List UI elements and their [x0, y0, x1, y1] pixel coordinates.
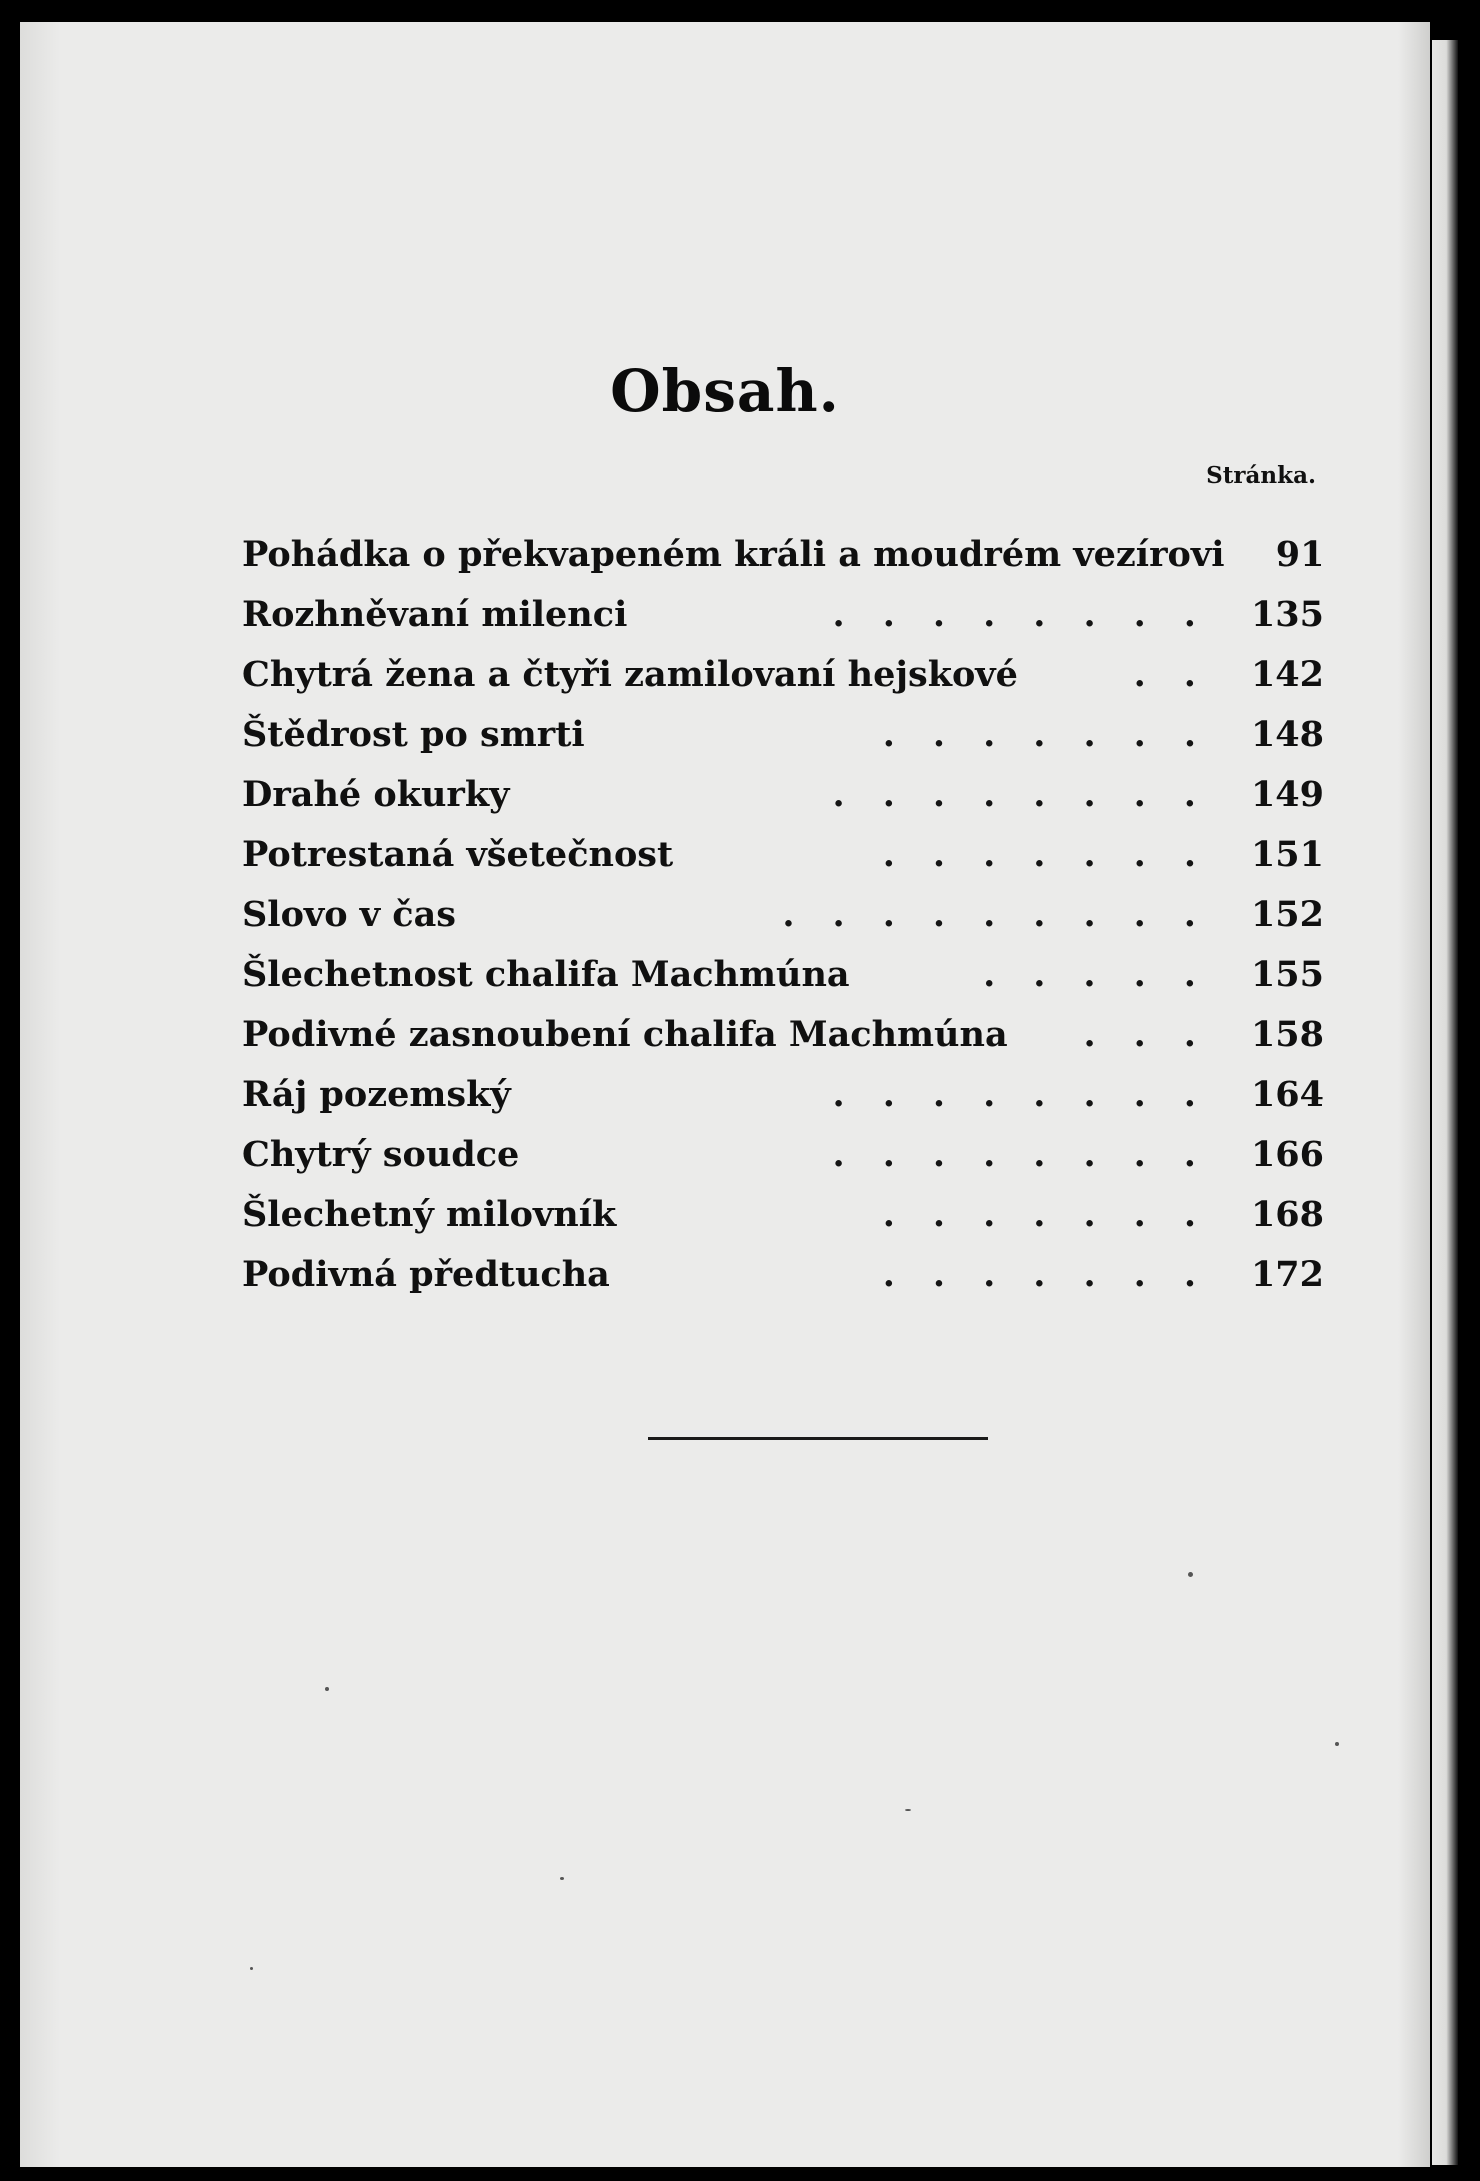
page-title: Obsah.	[610, 357, 840, 425]
toc-entry-title: Štědrost po smrti	[242, 714, 585, 755]
toc-entry	[242, 714, 1324, 774]
toc-leader-dots: ........	[832, 1134, 1234, 1175]
paper-speck	[250, 1967, 253, 1970]
toc-entry	[242, 954, 1324, 1014]
toc-entry-page: 172	[1250, 1254, 1324, 1295]
toc-leader-dots: .......	[882, 1254, 1234, 1295]
toc-entry	[242, 1074, 1324, 1134]
toc-leader-dots: .......	[882, 834, 1234, 875]
toc-entry-page: 91	[1275, 534, 1325, 575]
toc-entry-title: Chytrá žena a čtyři zamilovaní hejskové	[242, 654, 1018, 695]
toc-entry-title: Šlechetnost chalifa Machmúna	[242, 954, 850, 995]
toc-leader-dots: ........	[832, 774, 1234, 815]
toc-leader-dots: .......	[882, 1194, 1234, 1235]
toc-entry-title: Rozhněvaní milenci	[242, 594, 628, 635]
toc-leader-dots: ........	[832, 1074, 1234, 1115]
toc-entry-title: Šlechetný milovník	[242, 1194, 617, 1235]
page-column-header: Stránka.	[1206, 462, 1316, 489]
toc-leader-dots: .........	[782, 894, 1234, 935]
toc-entry-title: Podivné zasnoubení chalifa Machmúna	[242, 1014, 1008, 1055]
toc-entry-page: 155	[1250, 954, 1324, 995]
toc-leader-dots: ........	[832, 594, 1234, 635]
paper-speck	[1188, 1572, 1193, 1577]
toc-entry-page: 166	[1250, 1134, 1324, 1175]
toc-entry-title: Slovo v čas	[242, 894, 456, 935]
toc-entry	[242, 654, 1324, 714]
toc-entry-page: 135	[1250, 594, 1324, 635]
toc-entry-page: 142	[1250, 654, 1324, 695]
toc-entry-title: Drahé okurky	[242, 774, 510, 815]
toc-entry-page: 151	[1250, 834, 1324, 875]
paper-speck	[905, 1809, 911, 1811]
toc-entry-page: 148	[1250, 714, 1324, 755]
paper-speck	[325, 1687, 329, 1691]
page-shadow-left	[20, 22, 60, 2167]
toc-entry-page: 149	[1250, 774, 1324, 815]
toc-entry	[242, 1134, 1324, 1194]
toc-entry-title: Pohádka o překvapeném králi a moudrém vezírovi	[242, 534, 1225, 575]
book-edge	[1432, 40, 1458, 2165]
paper-speck	[560, 1877, 564, 1880]
toc-entry	[242, 774, 1324, 834]
toc-entry	[242, 834, 1324, 894]
toc-entry	[242, 1194, 1324, 1254]
toc-entry	[242, 534, 1324, 594]
book-page	[20, 22, 1430, 2167]
toc-entry-title: Chytrý soudce	[242, 1134, 520, 1175]
toc-leader-dots: .......	[882, 714, 1234, 755]
toc-entry	[242, 1014, 1324, 1074]
toc-entry-title: Potrestaná všetečnost	[242, 834, 674, 875]
toc-entry-page: 168	[1250, 1194, 1324, 1235]
end-rule-divider	[648, 1437, 988, 1440]
toc-entry	[242, 1254, 1324, 1314]
toc-entry	[242, 594, 1324, 654]
toc-entry-title: Podivná předtucha	[242, 1254, 610, 1295]
toc-entry-page: 164	[1250, 1074, 1324, 1115]
toc-entry-page: 158	[1250, 1014, 1324, 1055]
toc-leader-dots: ..	[1133, 654, 1234, 695]
toc-entry-title: Ráj pozemský	[242, 1074, 511, 1115]
paper-speck	[1335, 1742, 1339, 1746]
toc-entry-page: 152	[1250, 894, 1324, 935]
toc-entry	[242, 894, 1324, 954]
table-of-contents	[242, 534, 1324, 1314]
page-shadow-right	[1398, 22, 1430, 2167]
toc-leader-dots: ...	[1083, 1014, 1234, 1055]
toc-leader-dots: .....	[983, 954, 1234, 995]
